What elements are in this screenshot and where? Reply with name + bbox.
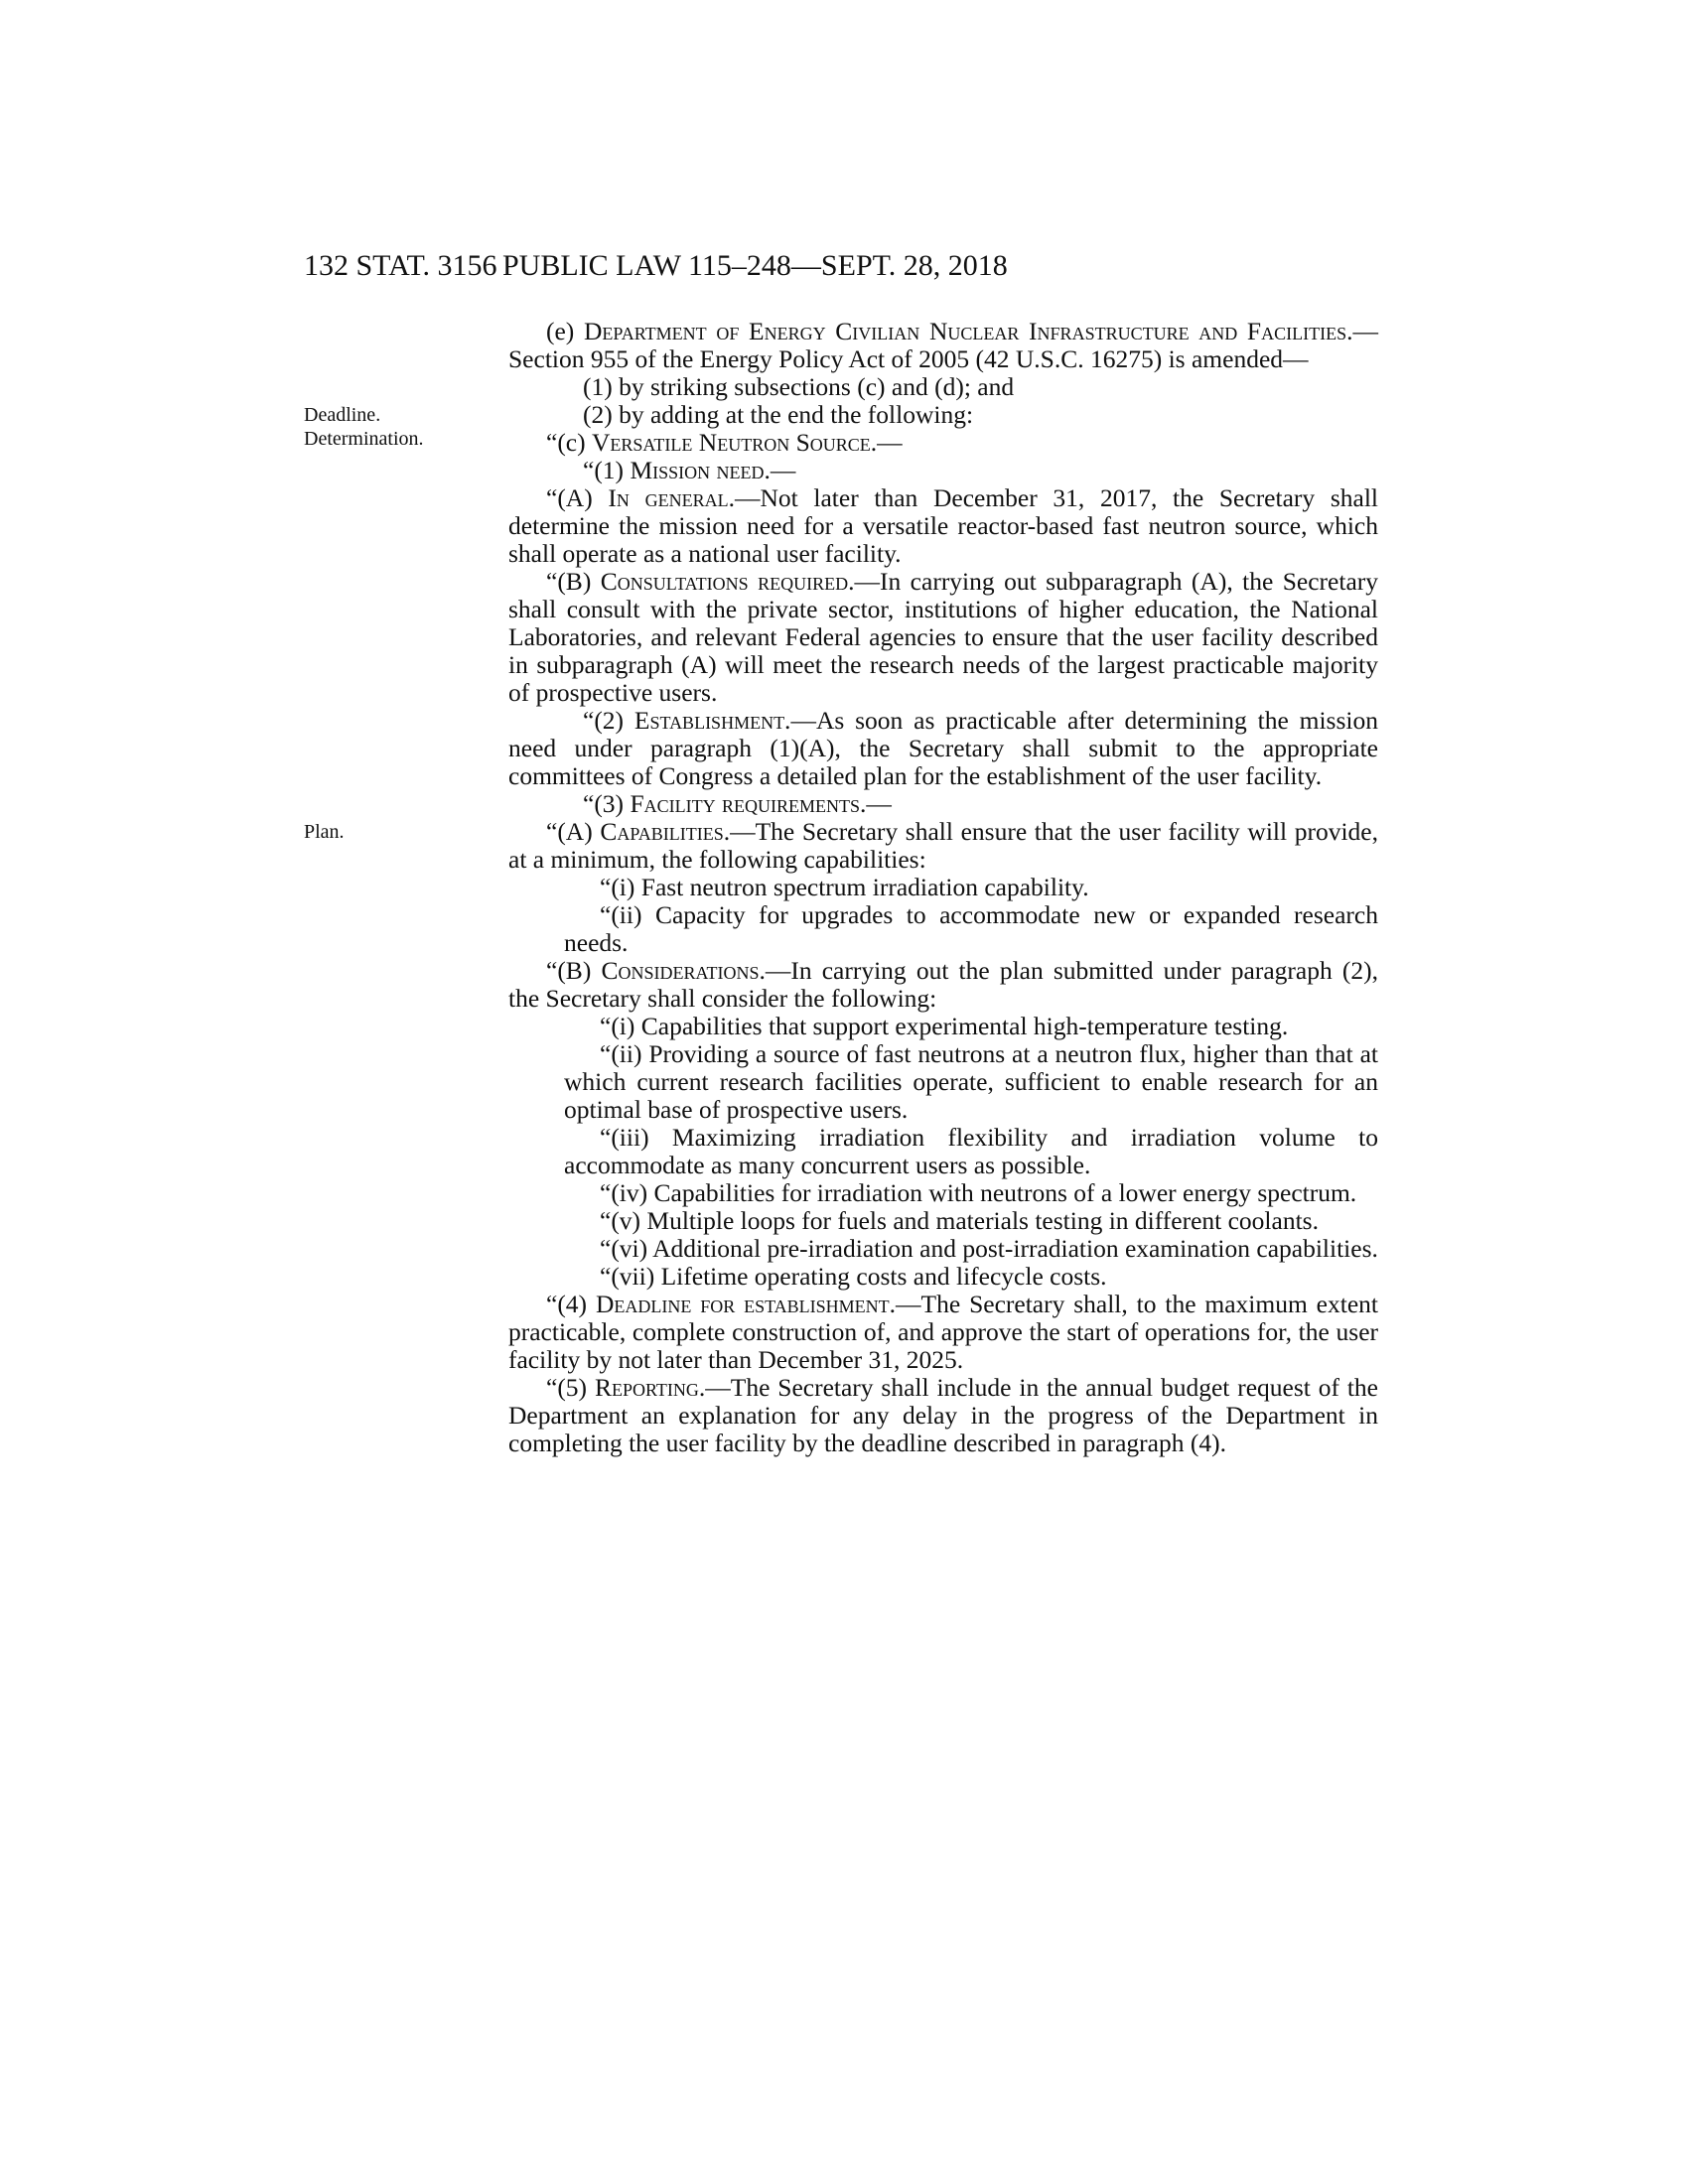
paragraph-3B: “(B) Considerations.—In carrying out the plan submitted under paragraph (2), the Secretary shall consider the following: — [508, 956, 1378, 1013]
law-title: PUBLIC LAW 115–248—SEPT. 28, 2018 — [502, 249, 1008, 282]
paragraph-1A: “(A) In general.—Not later than December 31, 2017, the Secretary shall determine the mission need for a versatile reactor-based fast neutron source, which shall operate as a national user facility. — [508, 483, 1378, 568]
clause-3B-vii: “(vii) Lifetime operating costs and lifecycle costs. — [600, 1262, 1107, 1291]
clause-3B-iii: “(iii) Maximizing irradiation flexibility and irradiation volume to accommodate as many concurrent users as possible. — [564, 1123, 1378, 1179]
clause-3A-ii: “(ii) Capacity for upgrades to accommodate new or expanded research needs. — [564, 900, 1378, 957]
clause-3B-i: “(i) Capabilities that support experimental high-temperature testing. — [600, 1012, 1289, 1040]
item-1: (1) by striking subsections (c) and (d); and — [583, 372, 1015, 401]
margin-note-deadline — [304, 403, 424, 451]
paragraph-1B: “(B) Consultations required.—In carrying out subparagraph (A), the Secretary shall consult with the private sector, institutions of higher education, the National Laboratories, and relevant Federal agencies to ensure that the user facility described in subparagraph (A) will meet the research needs of the largest practicable majority of prospective users. — [508, 567, 1379, 707]
margin-note-plan: Plan. — [304, 821, 345, 843]
section-e: (e) Department of Energy Civilian Nuclear Infrastructure and Facilities.—Section 955 of the Energy Policy Act of 2005 (42 U.S.C. 16275) is amended— — [508, 317, 1378, 373]
clause-3B-iv: “(iv) Capabilities for irradiation with neutrons of a lower energy spectrum. — [600, 1178, 1357, 1207]
clause-3B-v: “(v) Multiple loops for fuels and materials testing in different coolants. — [600, 1206, 1319, 1235]
subsection-c-heading: “(c) Versatile Neutron Source.— — [546, 428, 903, 457]
paragraph-2: “(2) Establishment.—As soon as practicable after determining the mission need under paragraph (1)(A), the Secretary shall submit to the appropriate committees of Congress a detailed plan for the establishment of the user facility. — [508, 706, 1378, 790]
paragraph-4: “(4) Deadline for establishment.—The Secretary shall, to the maximum extent practicable, complete construction of, and approve the start of operations for, the user facility by not later than December 31, 2025. — [508, 1290, 1378, 1374]
clause-3B-vi: “(vi) Additional pre-irradiation and post-irradiation examination capabilities. — [600, 1234, 1378, 1263]
margin-note-deadline-text: Deadline. — [304, 404, 381, 426]
stat-page-number: 132 STAT. 3156 — [304, 249, 497, 282]
page-header — [304, 246, 1370, 286]
clause-3B-ii: “(ii) Providing a source of fast neutrons at a neutron flux, higher than that at which current research facilities operate, sufficient to enable research for an optimal base of prospective users. — [564, 1039, 1378, 1124]
item-2: (2) by adding at the end the following: — [583, 400, 974, 429]
clause-3A-i: “(i) Fast neutron spectrum irradiation capability. — [600, 873, 1089, 901]
paragraph-3-heading: “(3) Facility requirements.— — [583, 789, 892, 818]
paragraph-1-heading: “(1) Mission need.— — [583, 456, 796, 484]
paragraph-5: “(5) Reporting.—The Secretary shall include in the annual budget request of the Department an explanation for any delay in the progress of the Department in completing the user facility by the deadline described in paragraph (4). — [508, 1373, 1378, 1457]
statute-body — [508, 318, 1378, 1457]
margin-note-determination-text: Determination. — [304, 428, 424, 450]
paragraph-3A: “(A) Capabilities.—The Secretary shall ensure that the user facility will provide, at a minimum, the following capabilities: — [508, 817, 1378, 874]
